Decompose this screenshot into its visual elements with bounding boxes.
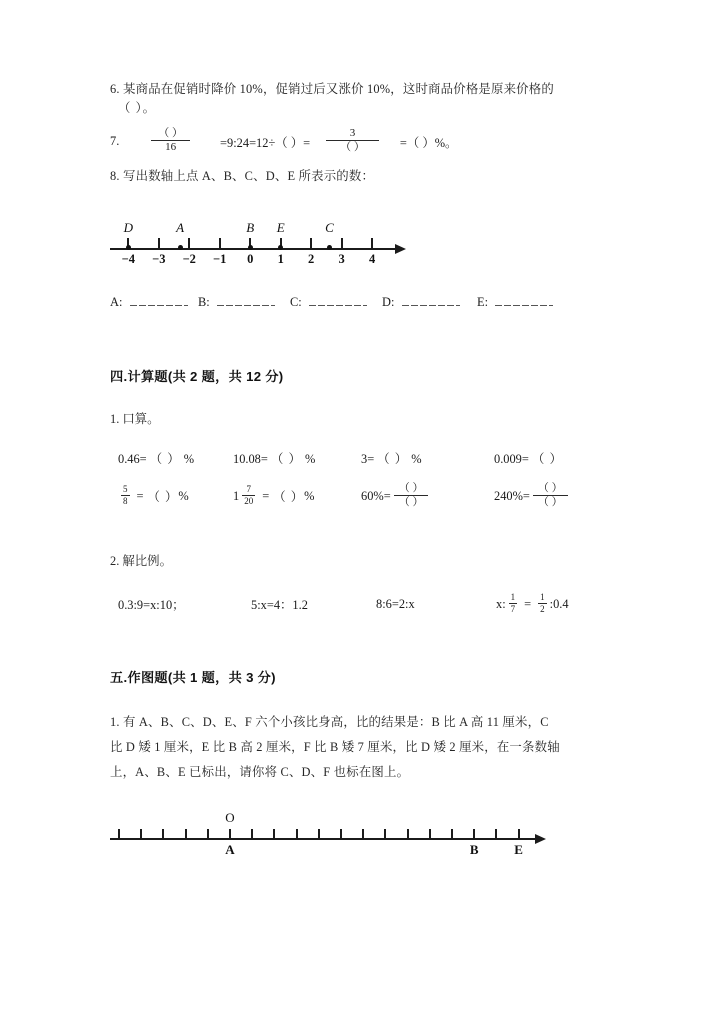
number-line-arrow-icon xyxy=(395,244,406,254)
answer-blank-E[interactable] xyxy=(477,294,553,310)
proportion-fraction-2 xyxy=(538,592,547,614)
number-line-tick-label: 4 xyxy=(369,251,376,266)
section-four-q2 xyxy=(110,551,610,569)
number-line-tick xyxy=(495,829,497,839)
oral-calc-row-1 xyxy=(110,449,610,467)
fraction-denominator: 2 xyxy=(540,603,545,614)
oral-problem-5[interactable] xyxy=(118,485,233,507)
problem-answer-fraction[interactable] xyxy=(394,482,429,508)
question-7-fraction-2[interactable] xyxy=(326,127,379,153)
problem-equals: = xyxy=(522,488,530,503)
question-6-text: 某商品在促销时降价 10%，促销过后又涨价 10%，这时商品价格是原来价格的 xyxy=(123,82,554,96)
number-line-tick xyxy=(407,829,409,839)
fraction-denominator[interactable]: （ ） xyxy=(533,495,568,509)
answer-input-B[interactable] xyxy=(217,294,275,306)
problem-answer-fraction[interactable] xyxy=(533,482,568,508)
fraction-numerator: 5 xyxy=(123,484,128,495)
answer-blank-A[interactable] xyxy=(110,294,198,310)
answer-input-E[interactable] xyxy=(495,294,553,306)
mixed-fraction xyxy=(242,484,255,506)
number-line-tick xyxy=(341,238,343,249)
number-line-tick xyxy=(473,829,475,839)
number-line-arrow-icon xyxy=(535,834,546,844)
question-6-answer-blank[interactable]: （ ）。 xyxy=(118,101,157,116)
proportion-problem-2[interactable]: 5:x=4：1.2 xyxy=(251,598,308,613)
number-line-tick xyxy=(340,829,342,839)
number-line-point-label-A: A xyxy=(176,219,185,235)
proportion-problem-4[interactable] xyxy=(496,593,569,615)
question-7-number: 7. xyxy=(110,134,120,149)
fraction-numerator: 1 xyxy=(540,592,545,603)
proportion-problem-1[interactable]: 0.3:9=x:10； xyxy=(118,598,185,613)
problem-mixed-number xyxy=(233,485,258,507)
problem-left: 0.009= xyxy=(494,451,529,466)
problem-left: 240% xyxy=(494,488,523,503)
fraction-numerator[interactable]: （ ） xyxy=(537,481,563,494)
proportion-lead: x: xyxy=(496,596,506,611)
problem-equals: = xyxy=(262,488,270,503)
question-7 xyxy=(110,128,610,154)
problem-blank[interactable]: （ ） xyxy=(270,451,302,466)
section-four-q1 xyxy=(110,409,610,427)
number-line-tick xyxy=(310,238,312,249)
question-8-answer-row xyxy=(110,294,610,310)
number-line-label-E: E xyxy=(514,842,523,858)
question-8-number: 8. xyxy=(110,168,120,183)
number-line-tick xyxy=(140,829,142,839)
q2-text: 解比例。 xyxy=(122,554,172,569)
number-line-tick xyxy=(162,829,164,839)
oral-problem-2[interactable] xyxy=(233,449,361,467)
number-line-tick xyxy=(188,238,190,249)
answer-blank-B[interactable] xyxy=(198,294,290,310)
question-7-tail-expression[interactable]: =（ ）%。 xyxy=(399,135,458,150)
number-line-tick xyxy=(296,829,298,839)
problem-unit: % xyxy=(411,451,422,466)
proportion-equals: = xyxy=(524,596,532,611)
q1-text-line-1: 有 A、B、C、D、E、F 六个小孩比身高，比的结果是：B 比 A 高 11 厘米，C xyxy=(123,714,549,729)
number-line-tick xyxy=(118,829,120,839)
problem-equals: = xyxy=(136,488,144,503)
question-6 xyxy=(110,80,610,118)
problem-left: 0.46= xyxy=(118,451,147,466)
number-line-label-O: O xyxy=(225,810,235,826)
number-line-tick xyxy=(207,829,209,839)
number-line-tick xyxy=(185,829,187,839)
oral-problem-7[interactable] xyxy=(361,483,494,509)
problem-unit: % xyxy=(183,451,195,466)
fraction-numerator: 7 xyxy=(246,484,251,495)
q1-number: 1. xyxy=(110,714,120,729)
q1-line-3: 上，A、B、E 已标出，请你将 C、D、F 也标在图上。 xyxy=(110,764,410,779)
fraction-denominator[interactable]: （ ） xyxy=(394,495,429,509)
number-line-point-label-D: D xyxy=(123,219,133,235)
problem-equals: = xyxy=(383,488,391,503)
number-line-point-label-E: E xyxy=(276,219,285,235)
number-line-tick xyxy=(229,829,231,839)
fraction-denominator[interactable]: （ ） xyxy=(326,140,379,154)
number-line-tick xyxy=(371,238,373,249)
answer-label-D: D: xyxy=(382,294,395,309)
answer-blank-C[interactable] xyxy=(290,294,382,310)
number-line-tick-label: −4 xyxy=(121,251,135,266)
number-line-tick-label: −2 xyxy=(182,251,196,266)
question-7-middle-expression[interactable]: =9:24=12÷（ ）= xyxy=(220,135,311,150)
oral-calc-row-2 xyxy=(110,483,610,509)
section-four-title: 四.计算题(共 2 题，共 12 分) xyxy=(110,368,284,384)
section-five-title: 五.作图题(共 1 题，共 3 分) xyxy=(110,669,276,685)
answer-label-E: E: xyxy=(477,294,489,309)
number-line-tick xyxy=(273,829,275,839)
oral-problem-6[interactable] xyxy=(233,485,361,507)
answer-label-B: B: xyxy=(198,294,210,309)
number-line-tick-label: −3 xyxy=(152,251,166,266)
proportion-fraction-1 xyxy=(509,592,518,614)
q1-line-2: 比 D 矮 1 厘米，E 比 B 高 2 厘米，F 比 B 矮 7 厘米，比 D 矮 2 厘米，在一条数轴 xyxy=(110,739,560,754)
number-line-tick-label: 1 xyxy=(277,251,284,266)
proportion-problem-3[interactable]: 8:6=2:x xyxy=(376,596,415,611)
oral-problem-1[interactable] xyxy=(118,449,233,467)
worksheet-content xyxy=(110,80,610,866)
number-line-tick-label: 2 xyxy=(308,251,315,266)
answer-label-C: C: xyxy=(290,294,302,309)
answer-label-A: A: xyxy=(110,294,123,309)
number-line-bottom xyxy=(110,810,610,866)
fraction-numerator[interactable]: （ ） xyxy=(398,481,424,494)
q1-number: 1. xyxy=(110,411,120,426)
q2-number: 2. xyxy=(110,554,120,569)
answer-blank-D[interactable] xyxy=(382,294,477,310)
section-five-q1 xyxy=(110,710,610,784)
fraction-numerator: 1 xyxy=(510,592,516,603)
number-line-tick-label: 3 xyxy=(338,251,345,266)
problem-blank[interactable]: （ ） xyxy=(149,451,181,466)
answer-input-A[interactable] xyxy=(130,294,188,306)
proportion-tail: :0.4 xyxy=(549,596,569,611)
question-8-text: 写出数轴上点 A、B、C、D、E 所表示的数： xyxy=(123,168,375,183)
problem-blank[interactable]: （ ） xyxy=(531,451,563,466)
oral-problem-8[interactable] xyxy=(494,483,571,509)
number-line-tick xyxy=(251,829,253,839)
fraction-denominator: 20 xyxy=(244,495,254,506)
number-line-point-label-C: C xyxy=(325,219,334,235)
number-line-tick xyxy=(362,829,364,839)
problem-unit: % xyxy=(304,488,315,503)
fraction-numerator[interactable]: （ ） xyxy=(158,127,184,140)
number-line-tick-label: 0 xyxy=(247,251,254,266)
fraction-denominator: 16 xyxy=(151,140,190,154)
number-line-tick xyxy=(451,829,453,839)
answer-input-D[interactable] xyxy=(402,294,460,306)
oral-problem-4[interactable] xyxy=(494,449,563,467)
problem-left: 10.08= xyxy=(233,451,268,466)
problem-blank[interactable]: （ ） xyxy=(377,451,409,466)
number-line-label-A: A xyxy=(225,842,235,858)
fraction-denominator: 7 xyxy=(510,603,516,614)
number-line-tick xyxy=(219,238,221,249)
problem-unit: % xyxy=(178,488,189,503)
question-8 xyxy=(110,167,610,186)
answer-input-C[interactable] xyxy=(309,294,367,306)
q1-text: 口算。 xyxy=(122,411,160,426)
number-line-tick xyxy=(518,829,520,839)
oral-problem-3[interactable] xyxy=(361,449,494,467)
mixed-whole: 1 xyxy=(233,488,240,503)
number-line-top xyxy=(110,214,610,276)
fraction-denominator: 8 xyxy=(123,495,128,506)
number-line-tick xyxy=(429,829,431,839)
question-7-fraction-1[interactable] xyxy=(144,127,197,153)
number-line-tick xyxy=(318,829,320,839)
number-line-axis xyxy=(110,838,535,840)
q1-line-1 xyxy=(110,710,610,735)
number-line-tick-label: −1 xyxy=(213,251,227,266)
number-line-point-label-B: B xyxy=(246,219,255,235)
problem-blank[interactable]: （ ） xyxy=(273,490,305,505)
number-line-tick xyxy=(384,829,386,839)
proportion-row xyxy=(110,593,610,615)
fraction-numerator: 3 xyxy=(349,127,356,140)
problem-blank[interactable]: （ ） xyxy=(147,490,179,505)
problem-left: 60% xyxy=(361,488,384,503)
question-6-number: 6. xyxy=(110,82,120,96)
number-line-label-B: B xyxy=(469,842,479,858)
number-line-tick xyxy=(158,238,160,249)
problem-unit: % xyxy=(304,451,316,466)
problem-fraction xyxy=(121,484,130,506)
problem-left: 3= xyxy=(361,451,375,466)
